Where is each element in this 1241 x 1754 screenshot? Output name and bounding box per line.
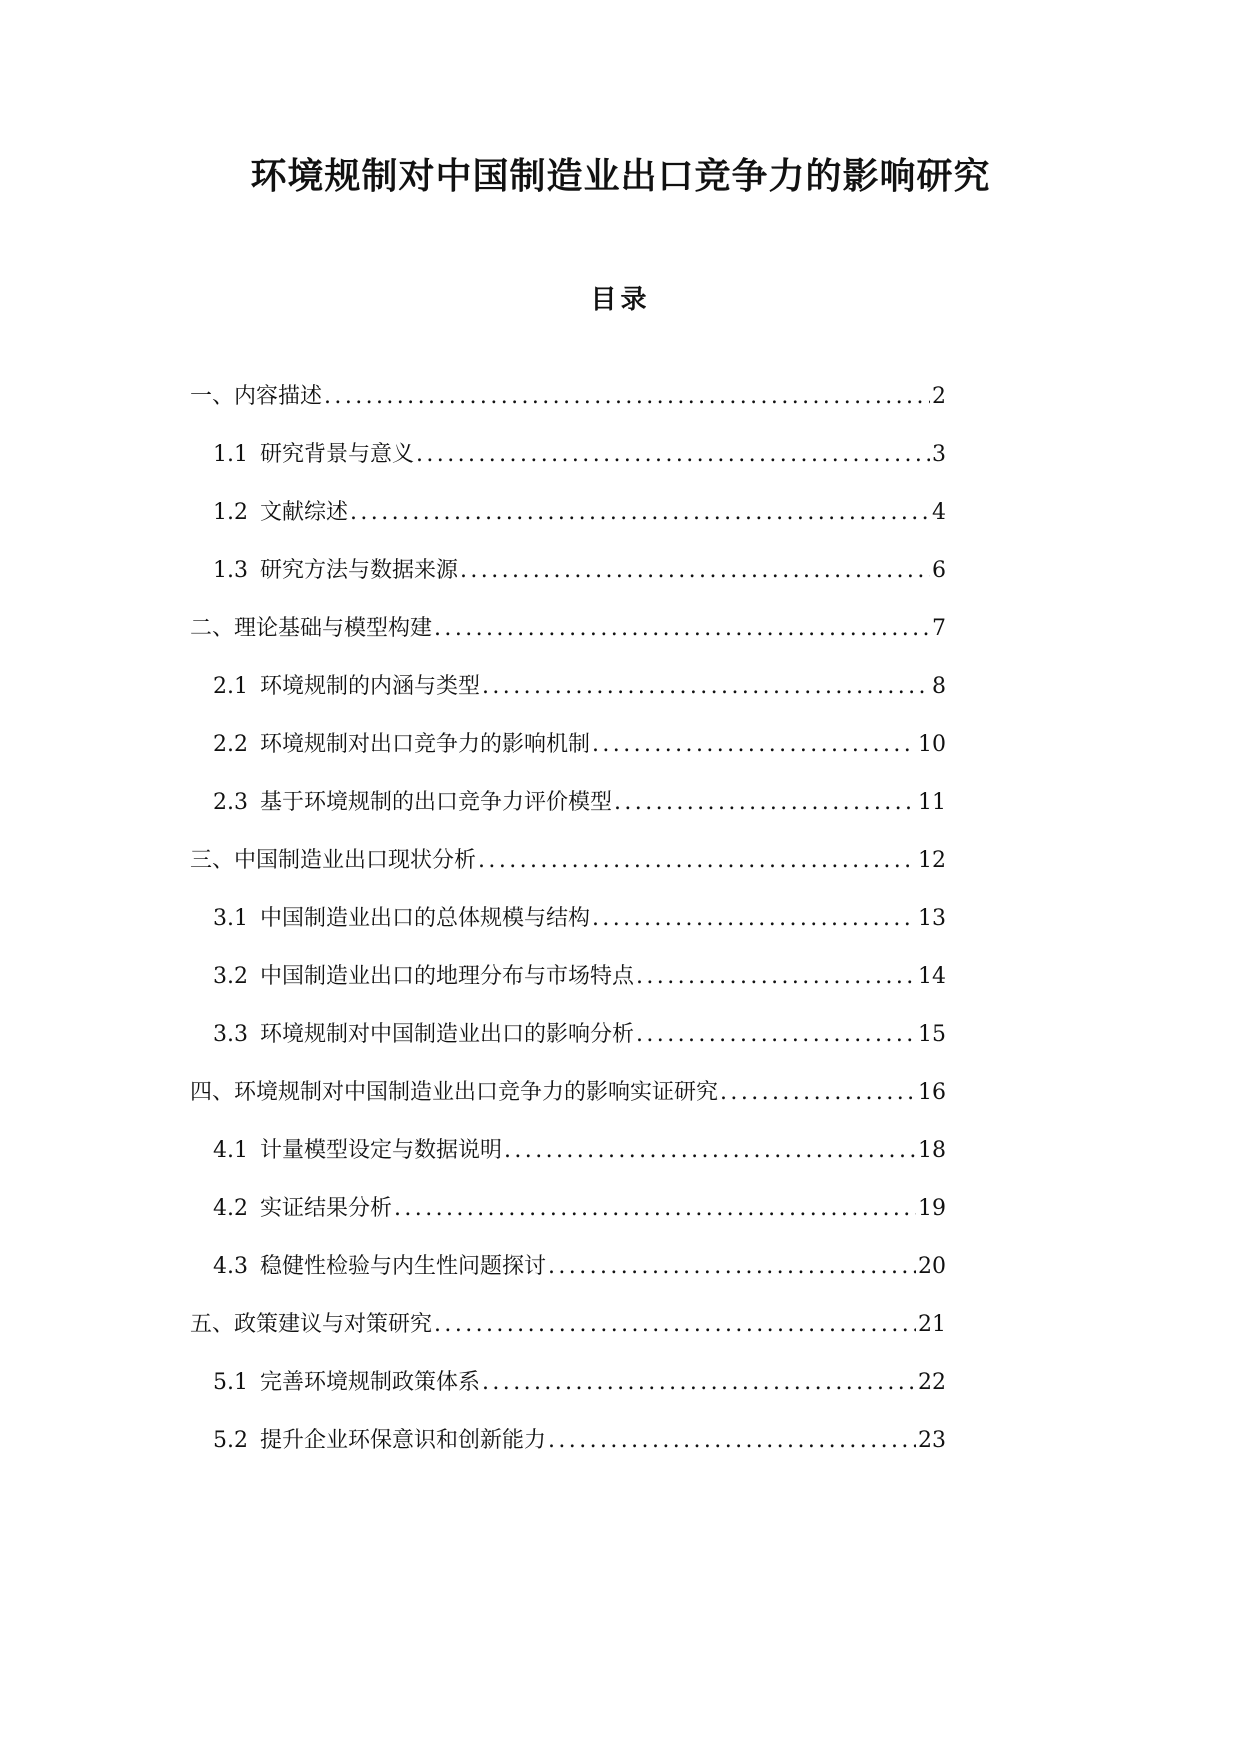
toc-entry-page: 21 (918, 1312, 946, 1337)
toc-entry[interactable] (213, 667, 946, 707)
toc-entry[interactable] (213, 1131, 946, 1171)
toc-entry-number: 3.1 (213, 906, 248, 931)
toc-entry-label: 环境规制的内涵与类型 (260, 674, 481, 699)
toc-entry-page: 4 (932, 500, 946, 525)
document-title: 环境规制对中国制造业出口竞争力的影响研究 (250, 155, 991, 197)
toc-leader-dots (546, 1247, 916, 1287)
toc-entry-page: 18 (918, 1138, 946, 1163)
toc-entry-page: 14 (918, 964, 946, 989)
toc-entry-number: 一、 (190, 384, 235, 409)
toc-entry-number: 3.3 (213, 1022, 248, 1047)
toc-entry-label: 提升企业环保意识和创新能力 (260, 1428, 547, 1453)
toc-entry-label: 稳健性检验与内生性问题探讨 (260, 1254, 547, 1279)
toc-leader-dots (634, 957, 916, 997)
toc-leader-dots (590, 725, 916, 765)
toc-entry-label: 中国制造业出口现状分析 (234, 848, 477, 873)
toc-entry-number: 3.2 (213, 964, 248, 989)
toc-entry-page: 10 (918, 732, 946, 757)
toc-leader-dots (502, 1131, 916, 1171)
toc-leader-dots (546, 1421, 916, 1461)
toc-entry-number: 1.2 (213, 500, 248, 525)
toc-entry-page: 15 (918, 1022, 946, 1047)
toc-entry-number: 2.2 (213, 732, 248, 757)
toc-entry-label: 政策建议与对策研究 (234, 1312, 433, 1337)
toc-entry-number: 二、 (190, 616, 235, 641)
toc-leader-dots (480, 1363, 916, 1403)
toc-entry-label: 环境规制对中国制造业出口竞争力的影响实证研究 (234, 1080, 719, 1105)
toc-entry-page: 22 (918, 1370, 946, 1395)
toc-entry-label: 完善环境规制政策体系 (260, 1370, 481, 1395)
toc-entry-page: 20 (918, 1254, 946, 1279)
toc-entry[interactable] (190, 1073, 946, 1113)
toc-entry[interactable] (190, 377, 946, 417)
toc-entry[interactable] (213, 783, 946, 823)
toc-leader-dots (718, 1073, 916, 1113)
toc-entry-label: 实证结果分析 (260, 1196, 393, 1221)
toc-entry[interactable] (190, 1305, 946, 1345)
toc-leader-dots (432, 609, 930, 649)
toc-leader-dots (612, 783, 916, 823)
toc-entry-number: 三、 (190, 848, 235, 873)
toc-entry-label: 内容描述 (234, 384, 323, 409)
toc-entry-page: 23 (918, 1428, 946, 1453)
toc-entry-label: 理论基础与模型构建 (234, 616, 433, 641)
toc-entry[interactable] (213, 1363, 946, 1403)
toc-entry-number: 四、 (190, 1080, 235, 1105)
toc-entry[interactable] (213, 1189, 946, 1229)
toc-leader-dots (348, 493, 930, 533)
toc-entry-label: 环境规制对中国制造业出口的影响分析 (260, 1022, 635, 1047)
toc-entry-number: 1.1 (213, 442, 248, 467)
toc-entry[interactable] (213, 493, 946, 533)
toc-entry-page: 8 (932, 674, 946, 699)
toc-entry[interactable] (190, 841, 946, 881)
toc-entry[interactable] (213, 1421, 946, 1461)
toc-entry-page: 16 (918, 1080, 946, 1105)
toc-leader-dots (392, 1189, 916, 1229)
toc-entry-label: 环境规制对出口竞争力的影响机制 (260, 732, 591, 757)
toc-entry-page: 13 (918, 906, 946, 931)
toc-entry-number: 4.2 (213, 1196, 248, 1221)
toc-entry-page: 6 (932, 558, 946, 583)
toc-entry-page: 19 (918, 1196, 946, 1221)
toc-entry-label: 计量模型设定与数据说明 (260, 1138, 503, 1163)
toc-entry[interactable] (213, 1015, 946, 1055)
toc-entry-page: 3 (932, 442, 946, 467)
toc-heading: 目录 (590, 285, 651, 315)
toc-entry[interactable] (213, 435, 946, 475)
toc-entry[interactable] (213, 899, 946, 939)
toc-leader-dots (322, 377, 930, 417)
toc-leader-dots (476, 841, 916, 881)
toc-leader-dots (414, 435, 930, 475)
toc-entry[interactable] (190, 609, 946, 649)
toc-entry-page: 12 (918, 848, 946, 873)
toc-entry-label: 中国制造业出口的地理分布与市场特点 (260, 964, 635, 989)
toc-entry-number: 1.3 (213, 558, 248, 583)
toc-entry-number: 4.1 (213, 1138, 248, 1163)
toc-entry-number: 2.3 (213, 790, 248, 815)
toc-leader-dots (480, 667, 930, 707)
toc-entry-label: 研究背景与意义 (260, 442, 415, 467)
toc-entry[interactable] (213, 725, 946, 765)
toc-entry-number: 5.2 (213, 1428, 248, 1453)
toc-entry-page: 11 (918, 790, 946, 815)
toc-entry-label: 研究方法与数据来源 (260, 558, 459, 583)
toc-entry-label: 中国制造业出口的总体规模与结构 (260, 906, 591, 931)
toc-entry-label: 基于环境规制的出口竞争力评价模型 (260, 790, 613, 815)
toc-entry-number: 2.1 (213, 674, 248, 699)
toc-entry[interactable] (213, 957, 946, 997)
toc-entry-page: 7 (932, 616, 946, 641)
toc-entry-number: 五、 (190, 1312, 235, 1337)
toc-entry-number: 4.3 (213, 1254, 248, 1279)
toc-leader-dots (432, 1305, 916, 1345)
toc-leader-dots (634, 1015, 916, 1055)
toc-entry[interactable] (213, 551, 946, 591)
toc-entry-label: 文献综述 (260, 500, 349, 525)
toc-leader-dots (458, 551, 930, 591)
toc-entry[interactable] (213, 1247, 946, 1287)
toc-leader-dots (590, 899, 916, 939)
toc-entry-page: 2 (932, 384, 946, 409)
toc-entry-number: 5.1 (213, 1370, 248, 1395)
